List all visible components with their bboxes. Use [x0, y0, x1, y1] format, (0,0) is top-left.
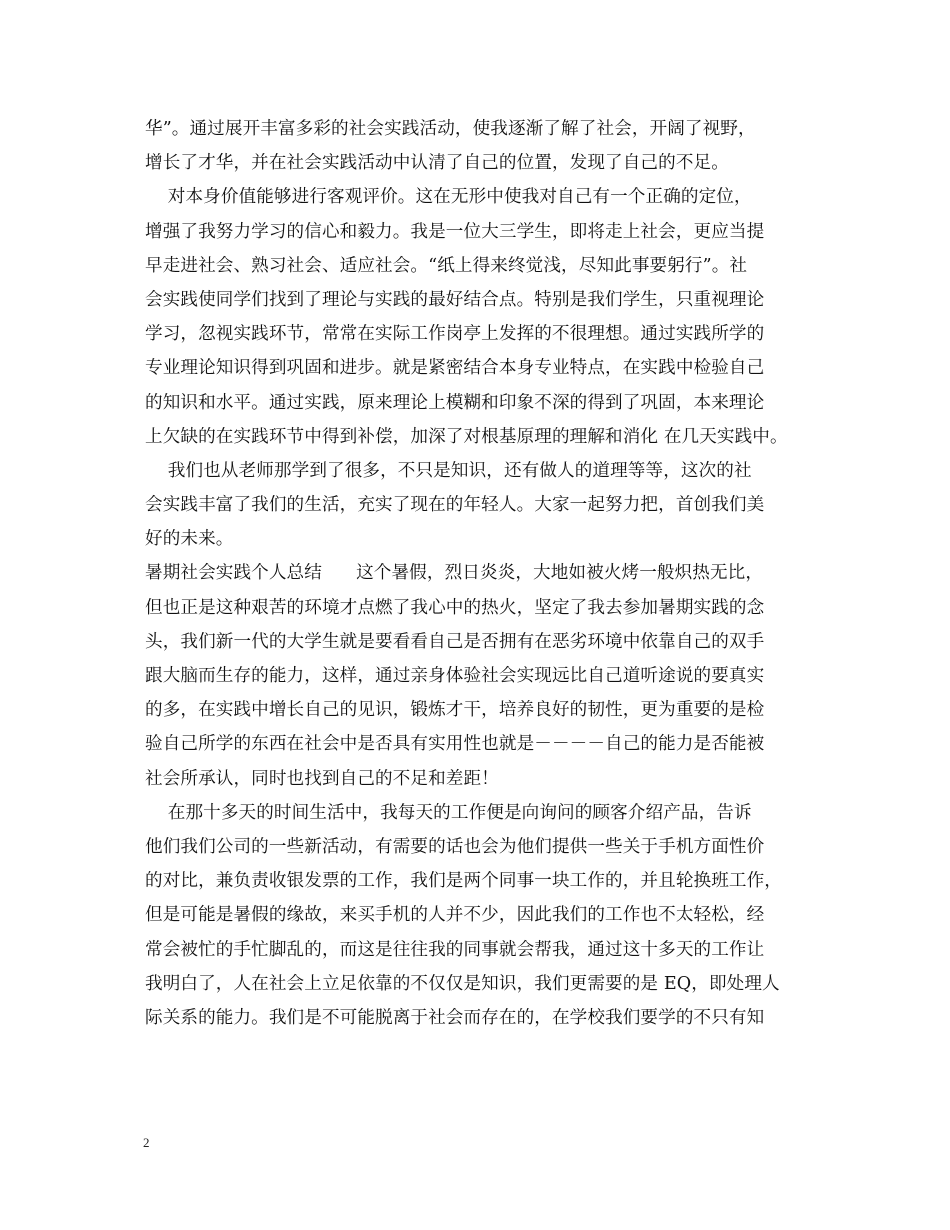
text-line: 际关系的能力。我们是不可能脱离于社会而存在的，在学校我们要学的不只有知: [145, 1007, 765, 1028]
text-line: 会实践使同学们找到了理论与实践的最好结合点。特别是我们学生，只重视理论: [145, 289, 765, 310]
text-line: 暑期社会实践个人总结 这个暑假，烈日炎炎，大地如被火烤一般炽热无比，: [145, 563, 764, 584]
text-line: 但也正是这种艰苦的环境才点燃了我心中的热火，坚定了我去参加暑期实践的念: [145, 597, 765, 618]
text-line: 我明白了，人在社会上立足依靠的不仅仅是知识，我们更需要的是 EQ，即处理人: [145, 973, 780, 994]
text-line: 增强了我努力学习的信心和毅力。我是一位大三学生，即将走上社会，更应当提: [145, 221, 765, 242]
text-line: 的对比，兼负责收银发票的工作，我们是两个同事一块工作的，并且轮换班工作，: [145, 871, 782, 892]
text-line: 头，我们新一代的大学生就是要看看自己是否拥有在恶劣环境中依靠自己的双手: [145, 631, 765, 652]
text-line: 增长了才华，并在社会实践活动中认清了自己的位置，发现了自己的不足。: [145, 153, 729, 174]
text-line: 早走进社会、熟习社会、适应社会。“纸上得来终觉浅，尽知此事要躬行”。社: [145, 255, 748, 276]
text-line: 的多，在实践中增长自己的见识，锻炼才干，培养良好的韧性，更为重要的是检: [145, 700, 765, 721]
text-line: 但是可能是暑假的缘故，来买手机的人并不少，因此我们的工作也不太轻松，经: [145, 905, 765, 926]
text-line: 会实践丰富了我们的生活，充实了现在的年轻人。大家一起努力把，首创我们美: [145, 495, 765, 516]
text-line: 学习，忽视实践环节，常常在实际工作岗亭上发挥的不很理想。通过实践所学的: [145, 324, 765, 345]
text-line: 跟大脑而生存的能力，这样，通过亲身体验社会实现远比自己道听途说的要真实: [145, 666, 765, 686]
text-line: 的知识和水平。通过实践，原来理论上模糊和印象不深的得到了巩固，本来理论: [145, 392, 765, 413]
text-line: 对本身价值能够进行客观评价。这在无形中使我对自己有一个正确的定位，: [145, 187, 752, 208]
page-number: 2: [143, 1135, 150, 1150]
text-line: 华”。通过展开丰富多彩的社会实践活动，使我逐渐了解了社会，开阔了视野，: [145, 119, 756, 139]
text-line: 验自己所学的东西在社会中是否具有实用性也就是－－－－自己的能力是否能被: [145, 734, 765, 755]
text-line: 他们我们公司的一些新活动，有需要的话也会为他们提供一些关于手机方面性价: [145, 836, 765, 857]
body-text: [145, 112, 825, 1035]
text-line: 常会被忙的手忙脚乱的，而这是往往我的同事就会帮我，通过这十多天的工作让: [145, 939, 765, 960]
text-line: 上欠缺的在实践环节中得到补偿，加深了对根基原理的理解和消化 在几天实践中。: [145, 426, 788, 447]
text-line: 社会所承认，同时也找到自己的不足和差距！: [145, 768, 499, 789]
text-line: 好的未来。: [145, 529, 234, 550]
text-line: 在那十多天的时间生活中，我每天的工作便是向询问的顾客介绍产品，告诉: [145, 802, 752, 823]
text-line: 专业理论知识得到巩固和进步。就是紧密结合本身专业特点，在实践中检验自己: [145, 358, 765, 379]
text-line: 我们也从老师那学到了很多，不只是知识，还有做人的道理等等，这次的社: [145, 460, 752, 481]
